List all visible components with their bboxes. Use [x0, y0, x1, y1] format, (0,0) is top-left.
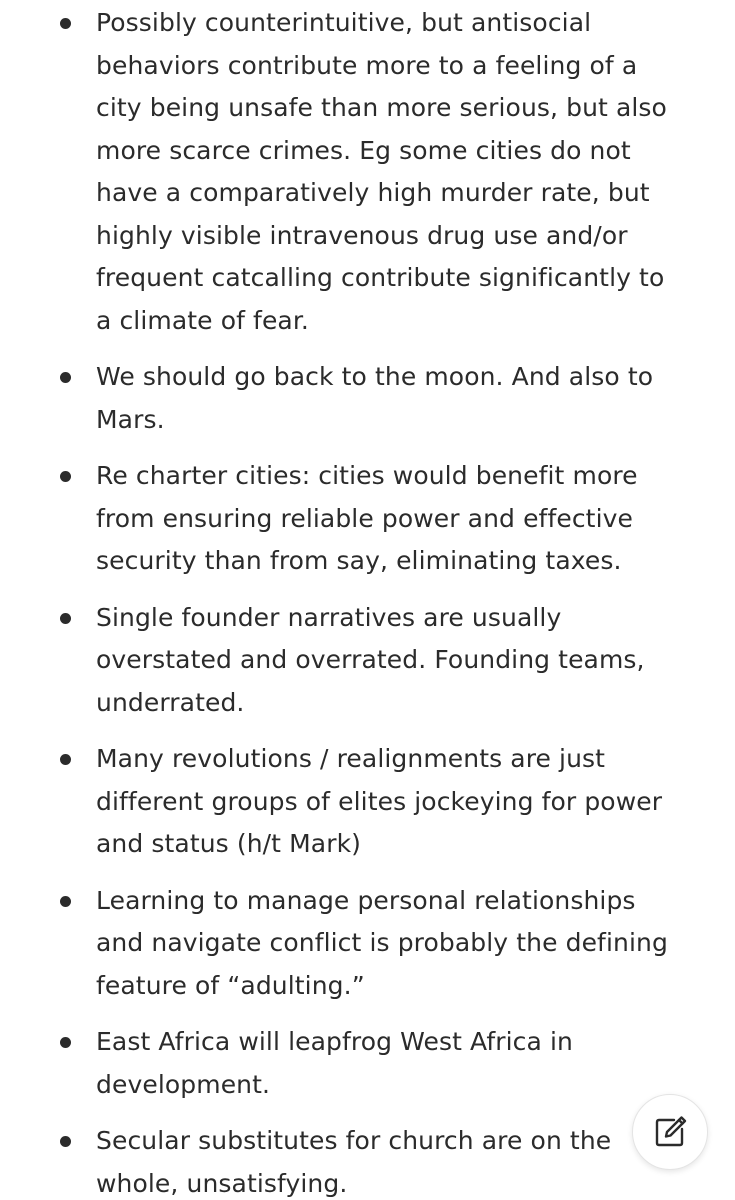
bullet-point: [60, 613, 71, 624]
list-item-text: Re charter cities: cities would benefit more from ensuring reliable power and effective security than from say, eliminating taxes.: [96, 461, 638, 575]
bullet-point: [60, 754, 71, 765]
list-item: [0, 597, 676, 725]
compose-icon: [652, 1114, 688, 1150]
list-item-text: Secular substitutes for church are on the whole, unsatisfying.: [96, 1126, 612, 1198]
list-item: [0, 455, 676, 583]
bullet-point: [60, 1136, 71, 1147]
list-item: [0, 738, 676, 866]
list-item-text: We should go back to the moon. And also to Mars.: [96, 362, 654, 434]
bullet-point: [60, 1037, 71, 1048]
list-item: [0, 1120, 676, 1200]
list-item-text: Learning to manage personal relationships and navigate conflict is probably the defining feature of “adulting.”: [96, 885, 668, 1000]
list-item: [0, 880, 676, 1008]
list-item: [0, 2, 676, 342]
list-item: [0, 356, 676, 441]
bullet-point: [60, 896, 71, 907]
list-item-text: East Africa will leapfrog West Africa in development.: [96, 1027, 573, 1099]
compose-button[interactable]: [632, 1094, 708, 1170]
bullet-point: [60, 18, 71, 29]
bullet-point: [60, 471, 71, 482]
bullet-point: [60, 372, 71, 383]
list-item: [0, 1021, 676, 1106]
list-item-text: Many revolutions / realignments are just different groups of elites jockeying for power and status (h/t Mark): [96, 744, 663, 858]
list-item-text: Possibly counterintuitive, but antisocial behaviors contribute more to a feeling of a city being unsafe than more serious, but also more scarce crimes. Eg some cities do not have a comparatively high murder rate, but highly visible intravenous drug use and/or frequent catcalling contribute significantly to a climate of fear.: [96, 8, 667, 335]
bullet-list: [0, 2, 676, 1200]
list-item-text: Single founder narratives are usually overstated and overrated. Founding teams, underrated.: [96, 602, 645, 717]
